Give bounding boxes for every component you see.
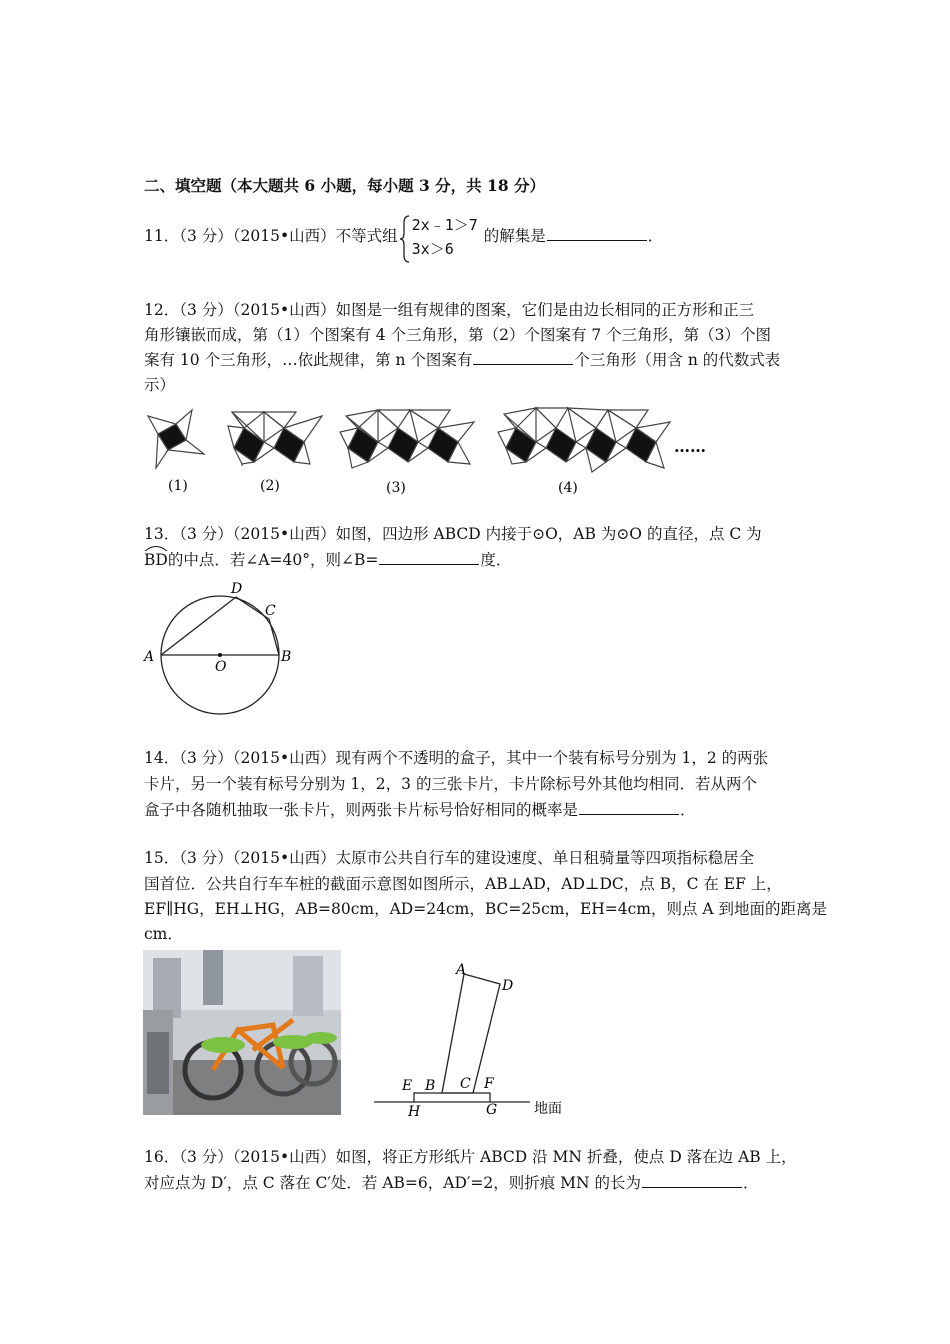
label-a: A xyxy=(456,962,467,978)
q13-line-2-pre: 的中点．若∠A=40°，则∠B= xyxy=(167,551,379,569)
q14-line-2: 卡片，另一个装有标号分别为 1，2，3 的三张卡片，卡片除标号外其他均相同．若从两个 xyxy=(144,775,757,793)
base-ef xyxy=(414,1093,490,1102)
q11-score: （3 分） xyxy=(179,227,233,245)
pattern-4 xyxy=(498,408,670,472)
label-o: O xyxy=(215,659,227,675)
label-c: C xyxy=(460,1076,471,1092)
q12-line-3-pre: 案有 10 个三角形，…依此规律，第 n 个图案有 xyxy=(144,351,473,369)
pattern-1 xyxy=(148,410,204,468)
answer-blank-11[interactable] xyxy=(547,224,647,241)
quadrilateral-abcd xyxy=(161,597,279,655)
q12-tessellation-figure xyxy=(140,402,720,502)
q14-line-3-pre: 盒子中各随机抽取一张卡片，则两张卡片标号恰好相同的概率是 xyxy=(144,801,579,819)
label-c: C xyxy=(265,603,276,619)
q13-line-1: 13．（3 分）（2015•山西）如图，四边形 ABCD 内接于⊙O，AB 为⊙O 的直径，点 C 为 xyxy=(144,525,762,543)
label-d: D xyxy=(502,978,514,994)
pattern-label-3: (3) xyxy=(386,480,406,496)
pattern-label-1: (1) xyxy=(168,478,188,494)
label-d: D xyxy=(231,581,243,597)
q16-line-2 xyxy=(144,1171,759,1195)
answer-blank-12[interactable] xyxy=(473,348,573,365)
section-heading: 二、填空题（本大题共 6 小题，每小题 3 分，共 18 分） xyxy=(144,176,546,195)
q15-bike-post-diagram xyxy=(370,960,575,1120)
q15-line-1: 15．（3 分）（2015•山西）太原市公共自行车的建设速度、单日租骑量等四项指标稳居全 xyxy=(144,849,755,867)
pattern-label-2: (2) xyxy=(260,478,280,494)
q11-pre: 不等式组 xyxy=(335,227,398,245)
center-point xyxy=(218,653,222,657)
q11-source: （2015•山西） xyxy=(232,227,336,245)
question-11 xyxy=(144,212,663,261)
label-b: B xyxy=(281,649,292,665)
inequality-1: 2x﹣1＞7 xyxy=(411,216,478,234)
arc-icon xyxy=(144,544,168,552)
q15-line-4: cm． xyxy=(144,925,183,943)
q11-number: 11． xyxy=(144,227,180,245)
q16-line-2-post: ． xyxy=(743,1174,759,1192)
answer-blank-13[interactable] xyxy=(379,548,479,565)
inequality-2: 3x＞6 xyxy=(411,240,454,258)
q11-end: ． xyxy=(647,227,664,245)
q11-post: 的解集是 xyxy=(483,227,546,245)
inequality-system xyxy=(400,213,478,261)
answer-blank-14[interactable] xyxy=(579,798,679,815)
q16-line-1: 16．（3 分）（2015•山西）如图，将正方形纸片 ABCD 沿 MN 折叠，使点 D 落在边 AB 上， xyxy=(144,1148,797,1166)
q12-line-4: 示） xyxy=(144,376,176,394)
label-g: G xyxy=(486,1102,498,1118)
bicycle-photo xyxy=(143,950,341,1115)
q14-line-3 xyxy=(144,798,696,822)
label-e: E xyxy=(402,1078,413,1094)
q16-line-2-pre: 对应点为 D′，点 C 落在 C′处．若 AB=6，AD′=2，则折痕 MN 的长为 xyxy=(144,1174,642,1192)
arc-bd: BD xyxy=(144,548,168,572)
q14-line-3-post: ． xyxy=(680,801,696,819)
answer-blank-16[interactable] xyxy=(642,1171,742,1188)
q12-line-2: 角形镶嵌而成，第（1）个图案有 4 个三角形，第（2）个图案有 7 个三角形，第（3）个图 xyxy=(144,326,772,344)
q13-line-2-post: 度． xyxy=(480,551,512,569)
label-h: H xyxy=(408,1104,421,1120)
q12-line-1: 12．（3 分）（2015•山西）如图是一组有规律的图案，它们是由边长相同的正方形和正三 xyxy=(144,301,755,319)
q13-line-2 xyxy=(144,548,511,572)
pattern-label-4: (4) xyxy=(558,480,578,496)
pattern-3 xyxy=(340,410,474,468)
pattern-ellipsis: …… xyxy=(674,437,706,456)
label-a: A xyxy=(144,649,155,665)
ground-label: 地面 xyxy=(534,1101,562,1117)
q12-line-3-post: 个三角形（用含 n 的代数式表 xyxy=(574,351,781,369)
label-b: B xyxy=(425,1078,436,1094)
label-f: F xyxy=(484,1076,494,1092)
q14-line-1: 14．（3 分）（2015•山西）现有两个不透明的盒子，其中一个装有标号分别为 1，2 的两张 xyxy=(144,749,769,767)
brace-icon xyxy=(400,215,410,263)
q12-line-3 xyxy=(144,348,780,372)
q13-circle-figure xyxy=(140,575,310,720)
pattern-2 xyxy=(228,412,322,466)
q15-line-2: 国首位．公共自行车车桩的截面示意图如图所示，AB⊥AD，AD⊥DC，点 B，C 在 EF 上， xyxy=(144,875,782,893)
q15-line-3: EF∥HG，EH⊥HG，AB=80cm，AD=24cm，BC=25cm，EH=4cm，则点 A 到地面的距离是 xyxy=(144,900,828,918)
